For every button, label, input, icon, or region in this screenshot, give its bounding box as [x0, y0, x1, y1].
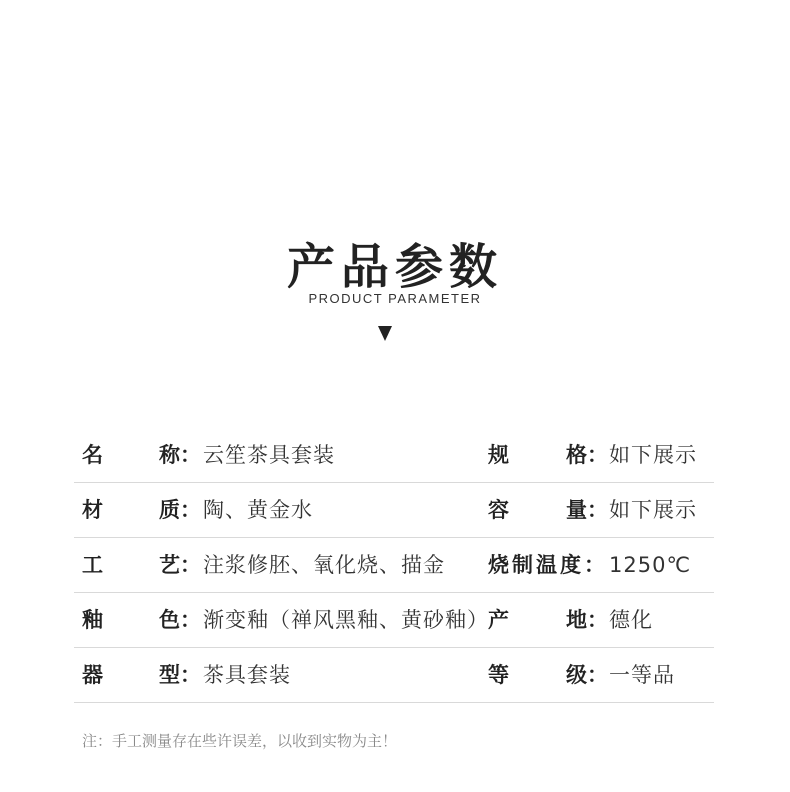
label-capacity-a: 容 [488, 498, 509, 522]
label-material-a: 材 [82, 498, 103, 522]
table-row [74, 483, 714, 538]
label-grade-b: 级： [566, 663, 608, 687]
label-firing-temp: 烧制温度： [488, 553, 608, 577]
value-name: 云笙茶具套装 [203, 443, 335, 467]
footnote: 注：手工测量存在些许误差，以收到实物为主！ [82, 732, 398, 750]
label-glaze-a: 釉 [82, 608, 103, 632]
label-capacity-b: 量： [566, 498, 608, 522]
value-material: 陶、黄金水 [203, 498, 313, 522]
table-row [74, 648, 714, 703]
label-type-b: 型： [159, 663, 201, 687]
arrow-down-icon [378, 326, 392, 341]
page-title: 产品参数 [286, 239, 503, 295]
label-name-a: 名 [82, 443, 103, 467]
label-spec-b: 格： [566, 443, 608, 467]
label-spec-a: 规 [488, 443, 509, 467]
label-type-a: 器 [82, 663, 103, 687]
label-craft-a: 工 [82, 553, 103, 577]
value-origin: 德化 [609, 608, 653, 632]
table-row [74, 428, 714, 483]
table-row [74, 593, 714, 648]
value-capacity: 如下展示 [609, 498, 697, 522]
label-material-b: 质： [159, 498, 201, 522]
value-grade: 一等品 [609, 663, 675, 687]
label-glaze-b: 色： [159, 608, 201, 632]
value-glaze: 渐变釉（禅风黑釉、黄砂釉） [203, 608, 489, 632]
label-craft-b: 艺： [159, 553, 201, 577]
label-origin-a: 产 [488, 608, 509, 632]
label-origin-b: 地： [566, 608, 608, 632]
table-row [74, 538, 714, 593]
label-name-b: 称： [159, 443, 201, 467]
value-craft: 注浆修胚、氧化烧、描金 [203, 553, 445, 577]
value-type: 茶具套装 [203, 663, 291, 687]
label-grade-a: 等 [488, 663, 509, 687]
parameter-table [74, 428, 714, 703]
page-subtitle: PRODUCT PARAMETER [308, 291, 482, 306]
value-spec: 如下展示 [609, 443, 697, 467]
value-firing-temp: 1250℃ [609, 553, 692, 577]
